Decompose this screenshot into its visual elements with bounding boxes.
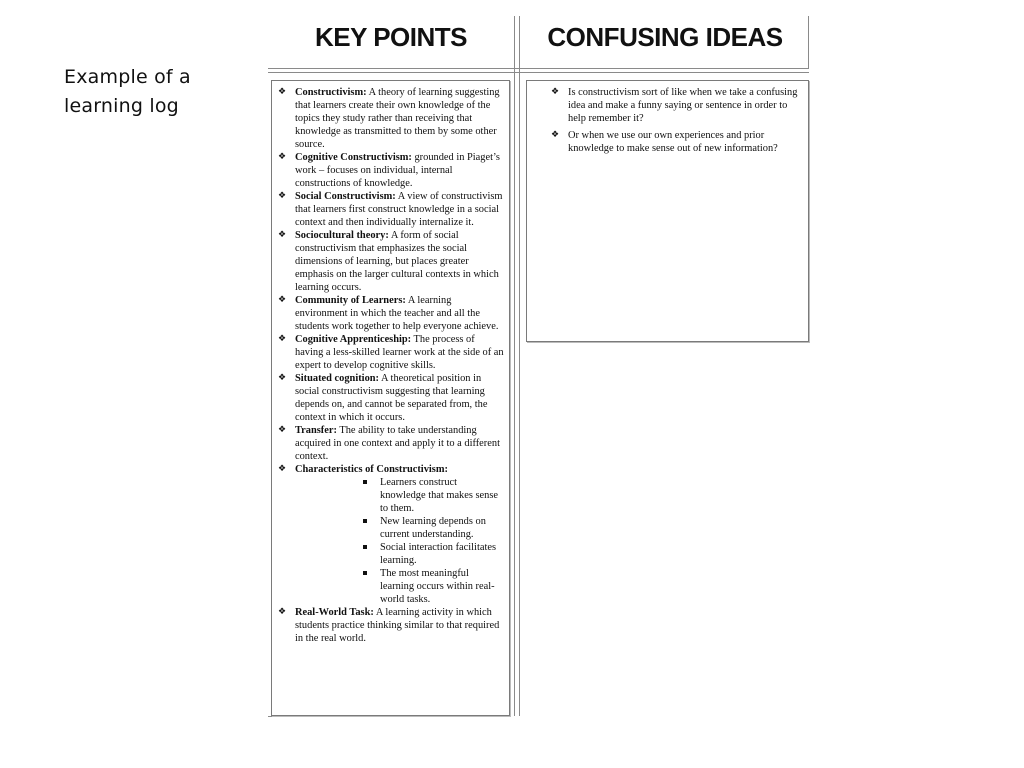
confusing-ideas-panel xyxy=(526,80,809,342)
key-points-header: KEY POINTS xyxy=(314,22,467,52)
list-item: ❖ Real-World Task: A learning activity in which students practice thinking similar to that required in the real world. xyxy=(278,607,500,644)
table-divider-left xyxy=(514,16,515,716)
diamond-bullet-icon: ❖ xyxy=(278,87,287,97)
diamond-bullet-icon: ❖ xyxy=(278,230,287,240)
list-item: Learners construct knowledge that makes sense to them. xyxy=(363,476,504,515)
list-item: ❖ Sociocultural theory: A form of social constructivism that emphasizes the social dimensions of learning, but places greater emphasis on the larger cultural contexts in which learning occurs. xyxy=(278,230,499,293)
diamond-bullet-icon: ❖ xyxy=(551,130,560,140)
confusing-ideas-header: CONFUSING IDEAS xyxy=(547,22,783,52)
list-item: ❖ Characteristics of Constructivism: Learners construct knowledge that makes sense to them. New learning depends on current understanding. Social interaction facilitates learning. The most meaningful learning occurs within real-world tasks. xyxy=(278,463,504,606)
diamond-bullet-icon: ❖ xyxy=(278,295,287,305)
diamond-bullet-icon: ❖ xyxy=(278,607,287,617)
key-points-list xyxy=(278,86,504,645)
list-item: New learning depends on current understanding. xyxy=(363,515,504,541)
table-right-border xyxy=(808,16,809,68)
list-item: ❖ Or when we use our own experiences and prior knowledge to make sense out of new information? xyxy=(551,130,778,154)
list-item: ❖ Situated cognition: A theoretical position in social constructivism suggesting that learning depends on, and cannot be separated from, the context in which it occurs. xyxy=(278,373,488,423)
table-divider-right xyxy=(519,16,520,716)
diamond-bullet-icon: ❖ xyxy=(278,334,287,344)
table-header-rule-2 xyxy=(268,72,809,73)
diamond-bullet-icon: ❖ xyxy=(551,87,560,97)
table-header-rule-1 xyxy=(268,68,809,69)
diamond-bullet-icon: ❖ xyxy=(278,191,287,201)
characteristics-list xyxy=(295,476,504,606)
key-points-panel xyxy=(271,80,510,716)
slide-caption: Example of a learning log xyxy=(64,66,191,117)
list-item: Social interaction facilitates learning. xyxy=(363,541,504,567)
square-bullet-icon xyxy=(363,571,367,575)
square-bullet-icon xyxy=(363,545,367,549)
list-item: ❖ Cognitive Apprenticeship: The process of having a less-skilled learner work at the side of an expert to develop cognitive skills. xyxy=(278,334,504,371)
list-item: ❖ Social Constructivism: A view of constructivism that learners first construct knowledge in a social context and then individually internalize it. xyxy=(278,191,503,228)
list-item: ❖ Constructivism: A theory of learning suggesting that learners create their own knowledge of the topics they study rather than receiving that knowledge as transmitted to them by some other source. xyxy=(278,87,500,150)
list-item: The most meaningful learning occurs within real-world tasks. xyxy=(363,567,504,606)
table-bottom-rule xyxy=(268,716,511,717)
diamond-bullet-icon: ❖ xyxy=(278,152,287,162)
list-item: ❖ Transfer: The ability to take understanding acquired in one context and apply it to a different context. xyxy=(278,425,500,462)
diamond-bullet-icon: ❖ xyxy=(278,464,287,474)
list-item: ❖ Community of Learners: A learning environment in which the teacher and all the students work together to help everyone achieve. xyxy=(278,295,499,332)
square-bullet-icon xyxy=(363,519,367,523)
square-bullet-icon xyxy=(363,480,367,484)
diamond-bullet-icon: ❖ xyxy=(278,425,287,435)
list-item: ❖ Cognitive Constructivism: grounded in Piaget’s work – focuses on individual, internal constructions of knowledge. xyxy=(278,152,500,189)
diamond-bullet-icon: ❖ xyxy=(278,373,287,383)
list-item: ❖ Is constructivism sort of like when we take a confusing idea and make a funny saying or sentence in order to help remember it? xyxy=(551,87,798,124)
confusing-ideas-list xyxy=(551,86,803,159)
